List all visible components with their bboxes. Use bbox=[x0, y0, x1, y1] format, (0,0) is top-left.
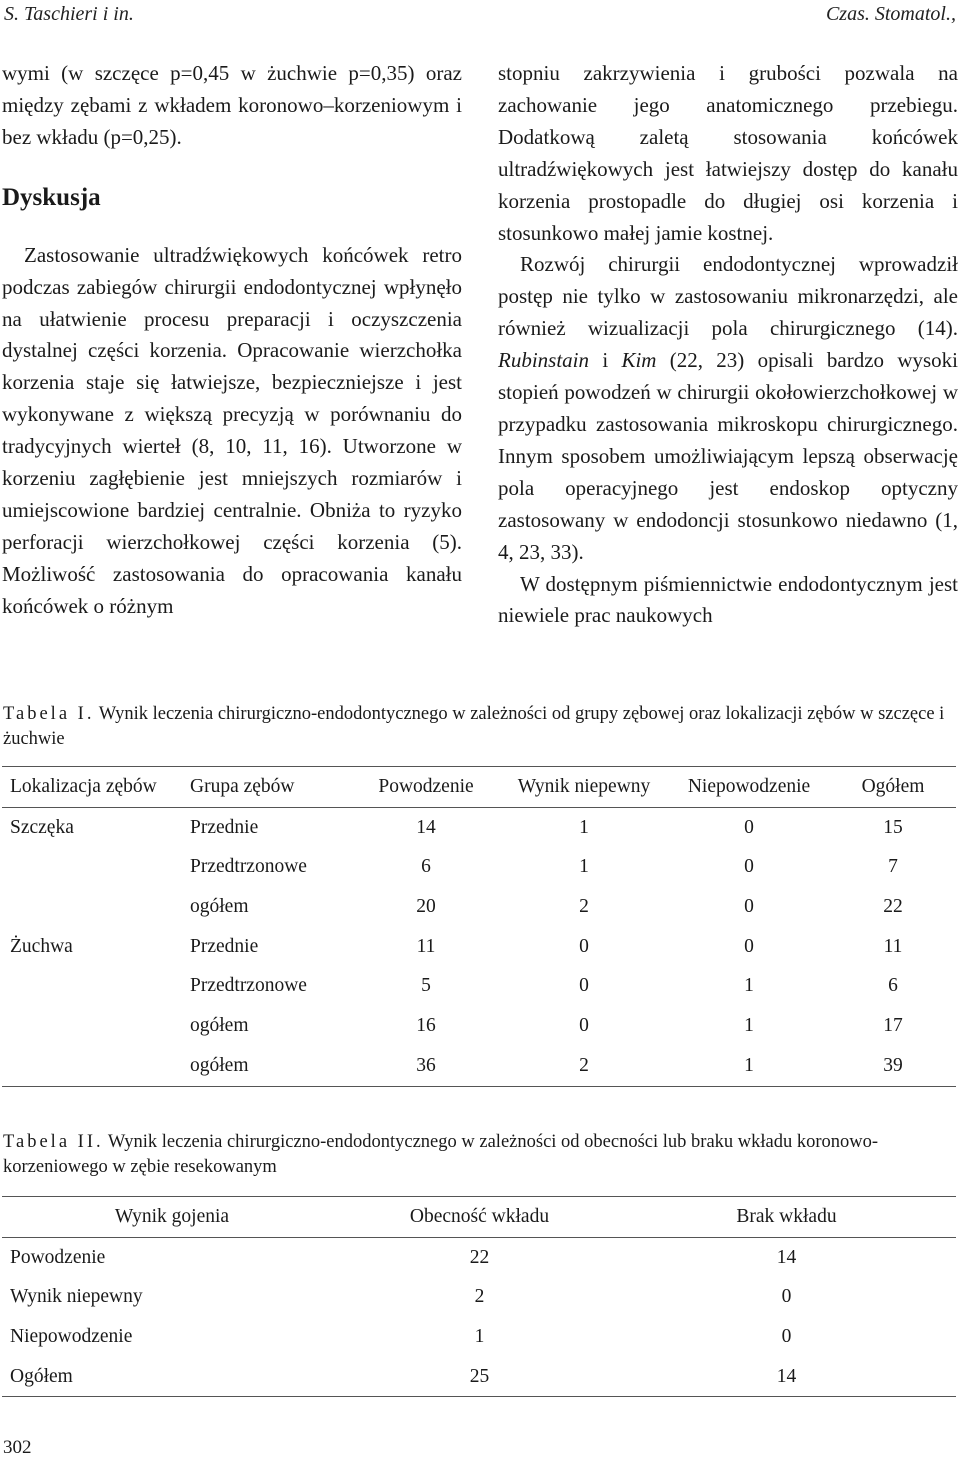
table-cell: 1 bbox=[744, 975, 754, 997]
table-cell: 2 bbox=[474, 1286, 485, 1308]
table-cell: Przedtrzonowe bbox=[190, 975, 307, 997]
table-cell: 14 bbox=[776, 1246, 797, 1268]
table-cell: Przednie bbox=[190, 935, 259, 957]
column-header: Powodzenie bbox=[378, 775, 474, 797]
table1-caption bbox=[3, 702, 955, 752]
paragraph: stopniu zakrzywienia i grubości pozwala na zachowanie jego anatomicznego przebiegu. Dodatkową zaletą stosowania końcówek ultradźwiękowych jest łatwiejszy dostęp do kanału korzenia prostopadle do długiej osi korzenia i stosunkowo małej jamie kostnej. bbox=[498, 61, 958, 245]
table1-caption-text: Wynik leczenia chirurgiczno-endodontycznego w zależności od grupy zębowej oraz lokalizacji zębów w szczęce i żuchwie bbox=[3, 704, 945, 749]
table-cell: Ogółem bbox=[10, 1365, 73, 1387]
table-cell: 6 bbox=[421, 856, 431, 878]
column-header: Grupa zębów bbox=[190, 775, 295, 797]
paragraph bbox=[498, 249, 958, 568]
table1 bbox=[2, 766, 956, 1087]
table-cell: 36 bbox=[416, 1054, 436, 1076]
table-cell: 11 bbox=[883, 935, 903, 957]
table-cell: Wynik niepewny bbox=[10, 1286, 143, 1308]
paragraph: W dostępnym piśmiennictwie endodontycznym jest niewiele prac naukowych bbox=[498, 571, 958, 628]
column-header: Wynik gojenia bbox=[114, 1205, 230, 1227]
table1-label: Tabela I. bbox=[3, 704, 95, 724]
table-cell: 5 bbox=[421, 975, 431, 997]
table-cell: 0 bbox=[744, 856, 754, 878]
column-header: Niepowodzenie bbox=[687, 775, 811, 797]
right-column bbox=[498, 58, 958, 632]
table-cell: 15 bbox=[883, 816, 903, 838]
table-row bbox=[2, 966, 956, 1006]
column-header: Obecność wkładu bbox=[409, 1205, 550, 1227]
table-cell: 6 bbox=[888, 975, 898, 997]
header-journal: Czas. Stomatol., bbox=[825, 3, 956, 25]
table2 bbox=[2, 1196, 956, 1397]
table-cell: 0 bbox=[781, 1325, 792, 1347]
table-cell: Niepowodzenie bbox=[10, 1325, 133, 1347]
table-row bbox=[2, 887, 956, 927]
table-header-row bbox=[2, 767, 956, 808]
table-row bbox=[2, 1277, 956, 1317]
table-cell: 0 bbox=[579, 1014, 589, 1036]
table-cell: 0 bbox=[579, 975, 589, 997]
table-cell: 1 bbox=[579, 816, 589, 838]
table-row bbox=[2, 1357, 956, 1397]
text-span: Rozwój chirurgii endodontycznej wprowadził postęp nie tylko w zastosowaniu mikronarzędzi, ale również wizualizacji pola chirurgicznego (14). bbox=[498, 252, 958, 341]
table-cell: 17 bbox=[883, 1014, 903, 1036]
table-cell: 25 bbox=[469, 1365, 490, 1387]
table-cell: Powodzenie bbox=[10, 1246, 106, 1268]
table-cell: ogółem bbox=[190, 1014, 249, 1036]
table-cell bbox=[2, 1046, 182, 1086]
table-row bbox=[2, 1006, 956, 1046]
paragraph: Zastosowanie ultradźwiękowych końcówek retro podczas zabiegów chirurgii endodontycznej wpłynęło na ułatwienie procesu preparacji i oczyszczenia dystalnej części korzenia. Opracowanie wierzchołka korzenia staje się łatwiejsze, bezpieczniejsze i jest wykonywane z większą precyzją w porównaniu do tradycyjnych wierteł (8, 10, 11, 16). Utworzone w korzeniu zagłębienie jest mniejszych rozmiarów i umiejscowione bardziej centralnie. Obniża to ryzyko perforacji wierzchołkowej części korzenia (5). Możliwość zastosowania do opracowania kanału końcówek o różnym bbox=[2, 242, 462, 618]
table-row bbox=[2, 1046, 956, 1086]
column-header: Brak wkładu bbox=[736, 1205, 837, 1227]
table-cell: 0 bbox=[781, 1286, 792, 1308]
table-cell bbox=[2, 887, 182, 927]
page-number: 302 bbox=[3, 1437, 32, 1458]
table-cell: 1 bbox=[474, 1325, 485, 1347]
table-cell: 2 bbox=[579, 895, 589, 917]
table-cell: 22 bbox=[469, 1246, 490, 1268]
table-row bbox=[2, 807, 956, 847]
table-cell bbox=[2, 847, 182, 887]
table-cell: 1 bbox=[744, 1054, 754, 1076]
table-cell: Przednie bbox=[190, 816, 259, 838]
section-heading: Dyskusja bbox=[2, 183, 101, 211]
running-header bbox=[4, 0, 956, 30]
table-cell: 0 bbox=[579, 935, 589, 957]
column-header: Ogółem bbox=[861, 775, 925, 797]
table-row bbox=[2, 1317, 956, 1357]
table-cell: ogółem bbox=[190, 895, 249, 917]
column-header: Wynik niepewny bbox=[517, 775, 651, 797]
table-row bbox=[2, 847, 956, 887]
table-cell: 22 bbox=[883, 895, 903, 917]
table-cell: Przedtrzonowe bbox=[190, 856, 307, 878]
table-cell: 14 bbox=[776, 1365, 797, 1387]
table2-caption-text: Wynik leczenia chirurgiczno-endodontycznego w zależności od obecności lub braku wkładu koronowo-korzeniowego w zębie resekowanym bbox=[3, 1132, 879, 1177]
table-cell: 39 bbox=[883, 1054, 903, 1076]
header-authors: S. Taschieri i in. bbox=[4, 3, 134, 25]
table-row bbox=[2, 1237, 956, 1277]
table-cell bbox=[2, 966, 182, 1006]
author-name: Kim bbox=[621, 348, 657, 373]
table2-label: Tabela II. bbox=[3, 1132, 104, 1152]
table-cell: 0 bbox=[744, 935, 754, 957]
left-column bbox=[2, 58, 462, 623]
table-cell: 20 bbox=[416, 895, 436, 917]
table-cell: Żuchwa bbox=[10, 935, 73, 957]
text-span: i bbox=[589, 348, 622, 373]
table-cell: 11 bbox=[416, 935, 436, 957]
table-cell bbox=[2, 1006, 182, 1046]
table-row bbox=[2, 927, 956, 967]
table-cell: Szczęka bbox=[10, 816, 74, 838]
column-header: Lokalizacja zębów bbox=[10, 775, 157, 797]
author-name: Rubinstain bbox=[498, 348, 590, 373]
text-span: (22, 23) opisali bardzo wysoki stopień powodzeń w chirurgii okołowierzchołkowej w przypadku zastosowania mikroskopu chirurgicznego. Innym sposobem umożliwiającym lepszą obserwację pola operacyjnego jest endoskop optyczny zastosowany w endodoncji stosunkowo niedawno (1, 4, 23, 33). bbox=[498, 348, 958, 564]
table-cell: ogółem bbox=[190, 1054, 249, 1076]
table-cell: 0 bbox=[744, 816, 754, 838]
table-cell: 0 bbox=[744, 895, 754, 917]
table2-caption bbox=[3, 1130, 955, 1180]
paragraph: wymi (w szczęce p=0,45 w żuchwie p=0,35) oraz między zębami z wkładem koronowo–korzeniowym i bez wkładu (p=0,25). bbox=[2, 61, 462, 149]
table-cell: 1 bbox=[744, 1014, 754, 1036]
table-cell: 16 bbox=[416, 1014, 436, 1036]
table-cell: 2 bbox=[579, 1054, 589, 1076]
table-cell: 14 bbox=[416, 816, 436, 838]
table-header-row bbox=[2, 1197, 956, 1238]
table-cell: 7 bbox=[888, 856, 898, 878]
table-cell: 1 bbox=[579, 856, 589, 878]
